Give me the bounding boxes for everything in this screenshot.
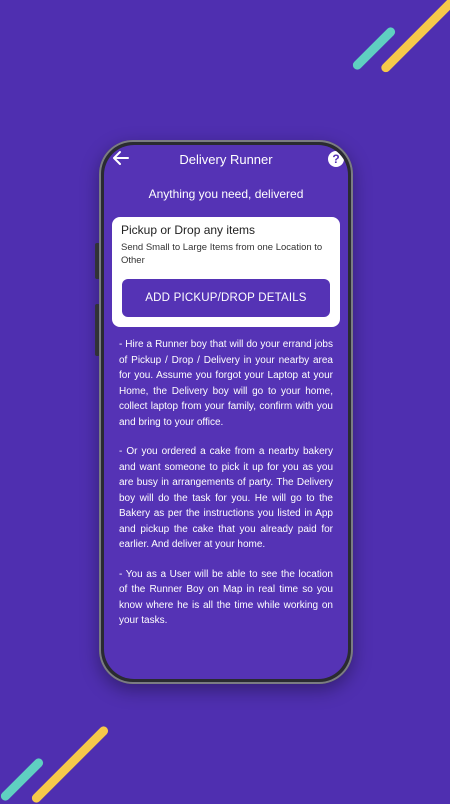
info-paragraph: - Hire a Runner boy that will do your errand jobs of Pickup / Drop / Delivery in your nearby area for you. Assume you forgot your Laptop at your Home, the Delivery boy will go to your home, collect laptop from your family, confirm with you and bring to your office. xyxy=(119,339,333,428)
info-paragraph: - You as a User will be able to see the location of the Runner Boy on Map in real time so you know where he is all the time while working on your tasks. xyxy=(119,568,333,626)
card-title: Pickup or Drop any items xyxy=(121,223,256,237)
help-icon[interactable]: ? xyxy=(328,151,344,167)
add-pickup-drop-button[interactable]: ADD PICKUP/DROP DETAILS xyxy=(122,279,330,317)
page-title: Delivery Runner xyxy=(179,152,273,167)
info-paragraph: - Or you ordered a cake from a nearby bakery and want someone to pick it up for you as you are busy in arrangements of party. The Delivery boy will do the task for you. He will go to the Bakery as per the instructions you listed in App and pickup the cake that you already paid for earlier. And deliver at your home. xyxy=(119,446,333,550)
pickup-drop-card xyxy=(112,217,340,327)
app-header xyxy=(104,145,348,175)
card-description: Send Small to Large Items from one Location to Other xyxy=(121,242,323,266)
page-subtitle: Anything you need, delivered xyxy=(148,187,304,201)
app-screen xyxy=(104,145,348,679)
info-text xyxy=(119,337,333,643)
